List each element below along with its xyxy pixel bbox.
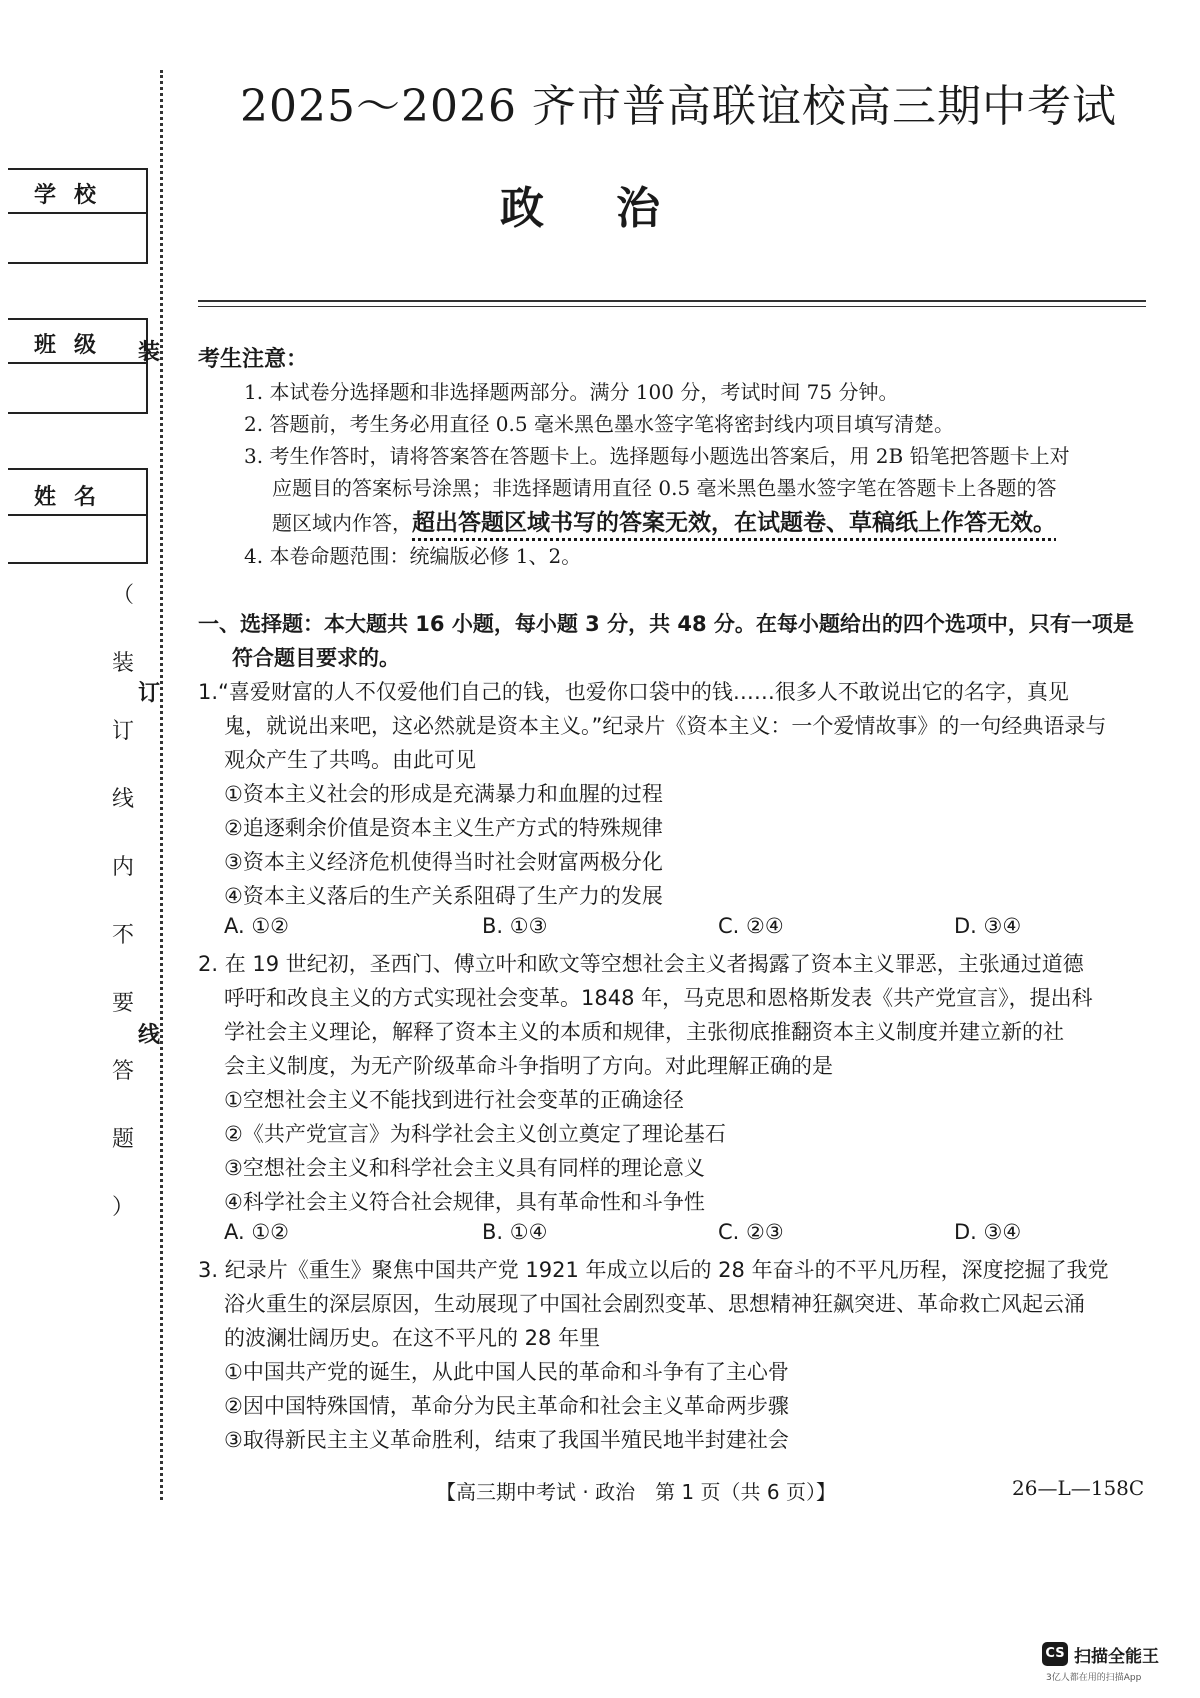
- scanner-app-name: 扫描全能王: [1074, 1647, 1159, 1667]
- class-field-divider: [8, 362, 146, 364]
- vertical-notice-char: 题: [111, 1127, 134, 1152]
- vertical-notice-char: 不: [111, 923, 134, 948]
- scanner-logo: CS: [1042, 1642, 1068, 1666]
- q2-item-2: ②《共产党宣言》为科学社会主义创立奠定了理论基石: [224, 1122, 726, 1146]
- subject-title: 政治: [500, 183, 732, 234]
- q3-stem-line-1: 3. 纪录片《重生》聚焦中国共产党 1921 年成立以后的 28 年奋斗的不平凡历程，深度挖掘了我党: [198, 1258, 1109, 1282]
- q3-stem-line-2: 浴火重生的深层原因，生动展现了中国社会剧烈变革、思想精神狂飙突进、革命救亡风起云涌: [224, 1292, 1085, 1316]
- vertical-notice-char: 内: [111, 855, 134, 880]
- q1-item-1: ①资本主义社会的形成是充满暴力和血腥的过程: [224, 782, 663, 806]
- q1-item-4: ④资本主义落后的生产关系阻碍了生产力的发展: [224, 884, 663, 908]
- vertical-notice-char: 订: [111, 719, 134, 744]
- notice-line-2: 2. 答题前，考生务必用直径 0.5 毫米黑色墨水签字笔将密封线内项目填写清楚。: [244, 412, 954, 436]
- q1-item-3: ③资本主义经济危机使得当时社会财富两极分化: [224, 850, 663, 874]
- q2-option-a[interactable]: A. ①②: [224, 1220, 289, 1244]
- q3-item-2: ②因中国特殊国情，革命分为民主革命和社会主义革命两步骤: [224, 1394, 789, 1418]
- header-rule-lower: [198, 306, 1146, 307]
- notice-line-3b: 应题目的答案标号涂黑；非选择题请用直径 0.5 毫米黑色墨水签字笔在答题卡上各题的答: [272, 476, 1057, 500]
- q2-stem-line-2: 呼吁和改良主义的方式实现社会变革。1848 年，马克思和恩格斯发表《共产党宣言》，提出科: [224, 986, 1093, 1010]
- binding-dotted-line: [160, 70, 163, 1500]
- q2-option-c[interactable]: C. ②③: [718, 1220, 784, 1244]
- scanner-tagline: 3亿人都在用的扫描App: [1046, 1673, 1142, 1683]
- vertical-notice-char: 线: [111, 787, 134, 812]
- margin-mark-ding: 订: [138, 681, 161, 706]
- school-label: 学校: [34, 183, 115, 208]
- notice-line-3a: 3. 考生作答时，请将答案答在答题卡上。选择题每小题选出答案后，用 2B 铅笔把答题卡上对: [244, 444, 1070, 468]
- q2-stem-line-4: 会主义制度，为无产阶级革命斗争指明了方向。对此理解正确的是: [224, 1054, 833, 1078]
- q2-option-b[interactable]: B. ①④: [482, 1220, 548, 1244]
- notice-line-3c: [272, 504, 1056, 537]
- q2-stem-line-1: 2. 在 19 世纪初，圣西门、傅立叶和欧文等空想社会主义者揭露了资本主义罪恶，主张通过道德: [198, 952, 1084, 976]
- name-label: 姓名: [34, 485, 115, 510]
- school-field-divider: [8, 212, 146, 214]
- q1-stem-line-2: 鬼，就说出来吧，这必然就是资本主义。”纪录片《资本主义：一个爱情故事》的一句经典语录与: [224, 714, 1107, 738]
- notice-line-1: 1. 本试卷分选择题和非选择题两部分。满分 100 分，考试时间 75 分钟。: [244, 380, 899, 404]
- notice-line-3c-text: 题区域内作答，: [272, 511, 412, 535]
- q1-option-b[interactable]: B. ①③: [482, 914, 548, 938]
- q1-option-d[interactable]: D. ③④: [954, 914, 1022, 938]
- q1-item-2: ②追逐剩余价值是资本主义生产方式的特殊规律: [224, 816, 663, 840]
- exam-title: 2025～2026 齐市普高联谊校高三期中考试: [240, 81, 1117, 132]
- section-heading-cont: 符合题目要求的。: [232, 646, 400, 670]
- section-heading: 一、选择题：本大题共 16 小题，每小题 3 分，共 48 分。在每小题给出的四个选项中，只有一项是: [198, 612, 1134, 636]
- margin-mark-zhuang: 装: [138, 340, 161, 365]
- notice-line-4: 4. 本卷命题范围：统编版必修 1、2。: [244, 544, 582, 568]
- q1-stem-line-1: 1.“喜爱财富的人不仅爱他们自己的钱，也爱你口袋中的钱……很多人不敢说出它的名字，真见: [198, 680, 1069, 704]
- q1-stem-line-3: 观众产生了共鸣。由此可见: [224, 748, 476, 772]
- page-footer: 【高三期中考试 · 政治 第 1 页（共 6 页）】: [436, 1480, 836, 1504]
- q2-stem-line-3: 学社会主义理论，解释了资本主义的本质和规律，主张彻底推翻资本主义制度并建立新的社: [224, 1020, 1064, 1044]
- q2-option-d[interactable]: D. ③④: [954, 1220, 1022, 1244]
- q2-item-1: ①空想社会主义不能找到进行社会变革的正确途径: [224, 1088, 684, 1112]
- q2-item-3: ③空想社会主义和科学社会主义具有同样的理论意义: [224, 1156, 705, 1180]
- q2-item-4: ④科学社会主义符合社会规律，具有革命性和斗争性: [224, 1190, 705, 1214]
- class-label: 班级: [34, 333, 115, 358]
- q1-option-c[interactable]: C. ②④: [718, 914, 784, 938]
- q3-item-3: ③取得新民主主义革命胜利，结束了我国半殖民地半封建社会: [224, 1428, 789, 1452]
- notice-heading: 考生注意：: [198, 347, 309, 372]
- paper-code: 26—L—158C: [1012, 1476, 1145, 1500]
- name-field-divider: [8, 514, 146, 516]
- vertical-notice-char: ）: [111, 1195, 134, 1220]
- q3-stem-line-3: 的波澜壮阔历史。在这不平凡的 28 年里: [224, 1326, 601, 1350]
- vertical-notice-char: 答: [111, 1059, 134, 1084]
- header-rule-upper: [198, 300, 1146, 302]
- vertical-notice-char: 装: [111, 651, 134, 676]
- vertical-binding-notice: [108, 562, 138, 1242]
- vertical-notice-char: （: [111, 583, 134, 608]
- vertical-notice-char: 要: [111, 991, 134, 1016]
- q1-option-a[interactable]: A. ①②: [224, 914, 289, 938]
- scanner-watermark: [1042, 1640, 1192, 1683]
- margin-mark-xian: 线: [138, 1023, 161, 1048]
- q3-item-1: ①中国共产党的诞生，从此中国人民的革命和斗争有了主心骨: [224, 1360, 789, 1384]
- notice-emphasis: 超出答题区域书写的答案无效，在试题卷、草稿纸上作答无效。: [412, 510, 1056, 536]
